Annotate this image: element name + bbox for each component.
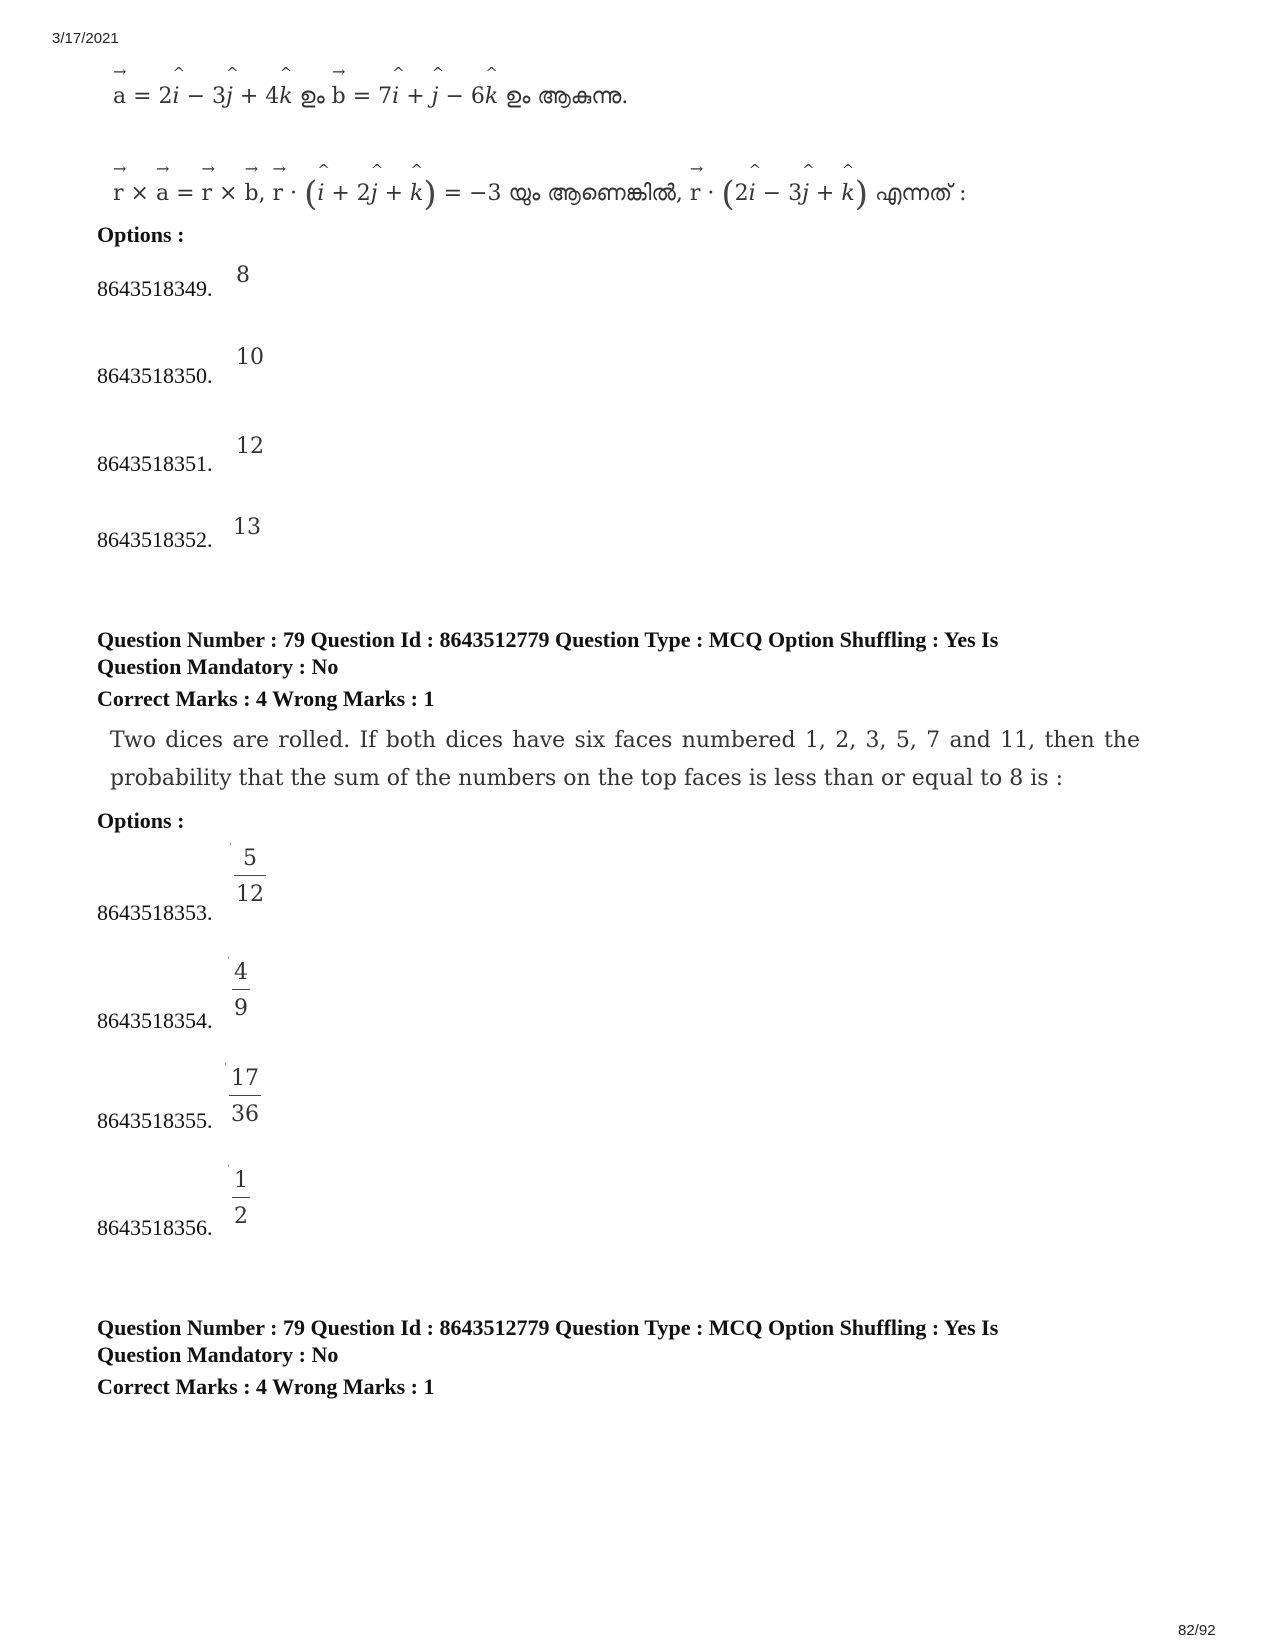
option-id: 8643518354. — [97, 1008, 213, 1033]
fraction-option: ' 17 36 — [224, 1062, 259, 1127]
fraction-numerator: 1 — [234, 1168, 248, 1193]
option-value: 10 — [236, 345, 264, 370]
fraction-numerator: 17 — [231, 1066, 259, 1091]
question-meta-line: Question Mandatory : No — [97, 654, 339, 679]
question-meta — [97, 626, 1097, 712]
fraction-numerator: 4 — [234, 960, 248, 985]
option-id: 8643518349. — [97, 276, 213, 301]
fraction-option: ' 1 2 — [227, 1164, 248, 1229]
vector-condition-line: → r × → a = → r × → b, → r · ( ^ i + 2 ^ j + ^ k) = −3 യും ആണെങ്കിൽ, → r · (2 ^ i − 3 ^ j + ^ k) എന്നത് : — [113, 159, 967, 214]
fraction-option: ' 5 12 — [229, 842, 264, 907]
vector-b: → b — [331, 62, 346, 109]
fraction-option: ' 4 9 — [227, 956, 248, 1021]
option-id: 8643518351. — [97, 451, 213, 476]
fraction-denominator: 2 — [234, 1204, 248, 1229]
question-marks: Correct Marks : 4 Wrong Marks : 1 — [97, 686, 435, 711]
question-meta-line: Question Mandatory : No — [97, 1342, 339, 1367]
fraction-numerator: 5 — [243, 846, 257, 871]
question-meta-line: Question Number : 79 Question Id : 8643512779 Question Type : MCQ Option Shuffling : Yes Is — [97, 1315, 999, 1340]
option-id: 8643518352. — [97, 527, 213, 552]
question-text: Two dices are rolled. If both dices have six faces numbered 1, 2, 3, 5, 7 and 11, then the probability that the sum of the numbers on the top faces is less than or equal to 8 is : — [110, 728, 1140, 791]
question-meta-line: Question Number : 79 Question Id : 8643512779 Question Type : MCQ Option Shuffling : Yes Is — [97, 627, 999, 652]
question-marks: Correct Marks : 4 Wrong Marks : 1 — [97, 1374, 435, 1399]
option-id: 8643518353. — [97, 900, 213, 925]
fraction-denominator: 12 — [236, 882, 264, 907]
options-label: Options : — [97, 222, 185, 247]
option-value: 13 — [233, 515, 261, 540]
next-question-meta — [97, 1314, 1097, 1400]
option-id: 8643518350. — [97, 363, 213, 388]
page-number: 82/92 — [1178, 1622, 1216, 1639]
fraction-denominator: 36 — [231, 1102, 259, 1127]
option-id: 8643518355. — [97, 1108, 213, 1133]
fraction-denominator: 9 — [234, 996, 248, 1021]
option-value: 12 — [236, 434, 264, 459]
options-label: Options : — [97, 808, 185, 833]
option-value: 8 — [236, 263, 250, 288]
option-id: 8643518356. — [97, 1215, 213, 1240]
vector-definitions-line: → a = 2 ^ i − 3 ^ j + 4 ^ k ഉം → b = 7 ^ i + ^ j − 6 ^ k ഉം ആകുന്നു. — [113, 62, 629, 109]
vector-a: → a — [113, 62, 127, 109]
print-date: 3/17/2021 — [52, 30, 119, 47]
